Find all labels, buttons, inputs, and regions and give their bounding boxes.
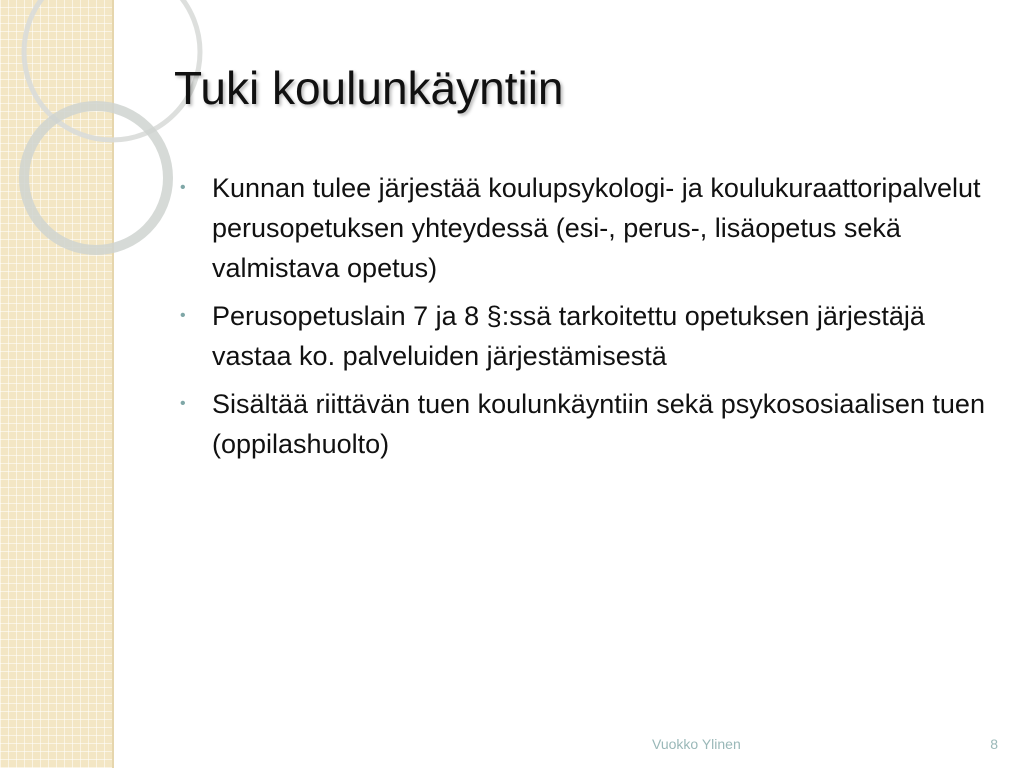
bullet-icon: • <box>180 395 186 412</box>
bullet-icon: • <box>180 179 186 196</box>
bullet-text: Sisältää riittävän tuen koulunkäyntiin sekä psykososiaalisen tuen (oppilashuolto) <box>212 389 985 459</box>
bullet-item <box>180 168 1000 288</box>
footer-author: Vuokko Ylinen <box>652 736 741 752</box>
bullet-item <box>180 384 1000 464</box>
bullet-text: Perusopetuslain 7 ja 8 §:ssä tarkoitettu opetuksen järjestäjä vastaa ko. palveluiden järjestämisestä <box>212 301 925 371</box>
slide-title: Tuki koulunkäyntiin <box>174 62 564 114</box>
bullet-list <box>180 168 1000 472</box>
bullet-icon: • <box>180 307 186 324</box>
decorative-ring-lower <box>24 106 168 250</box>
footer-page-number: 8 <box>990 736 998 752</box>
bullet-item <box>180 296 1000 376</box>
bullet-text: Kunnan tulee järjestää koulupsykologi- ja koulukuraattoripalvelut perusopetuksen yhteydessä (esi-, perus-, lisäopetus sekä valmistava opetus) <box>212 173 981 283</box>
